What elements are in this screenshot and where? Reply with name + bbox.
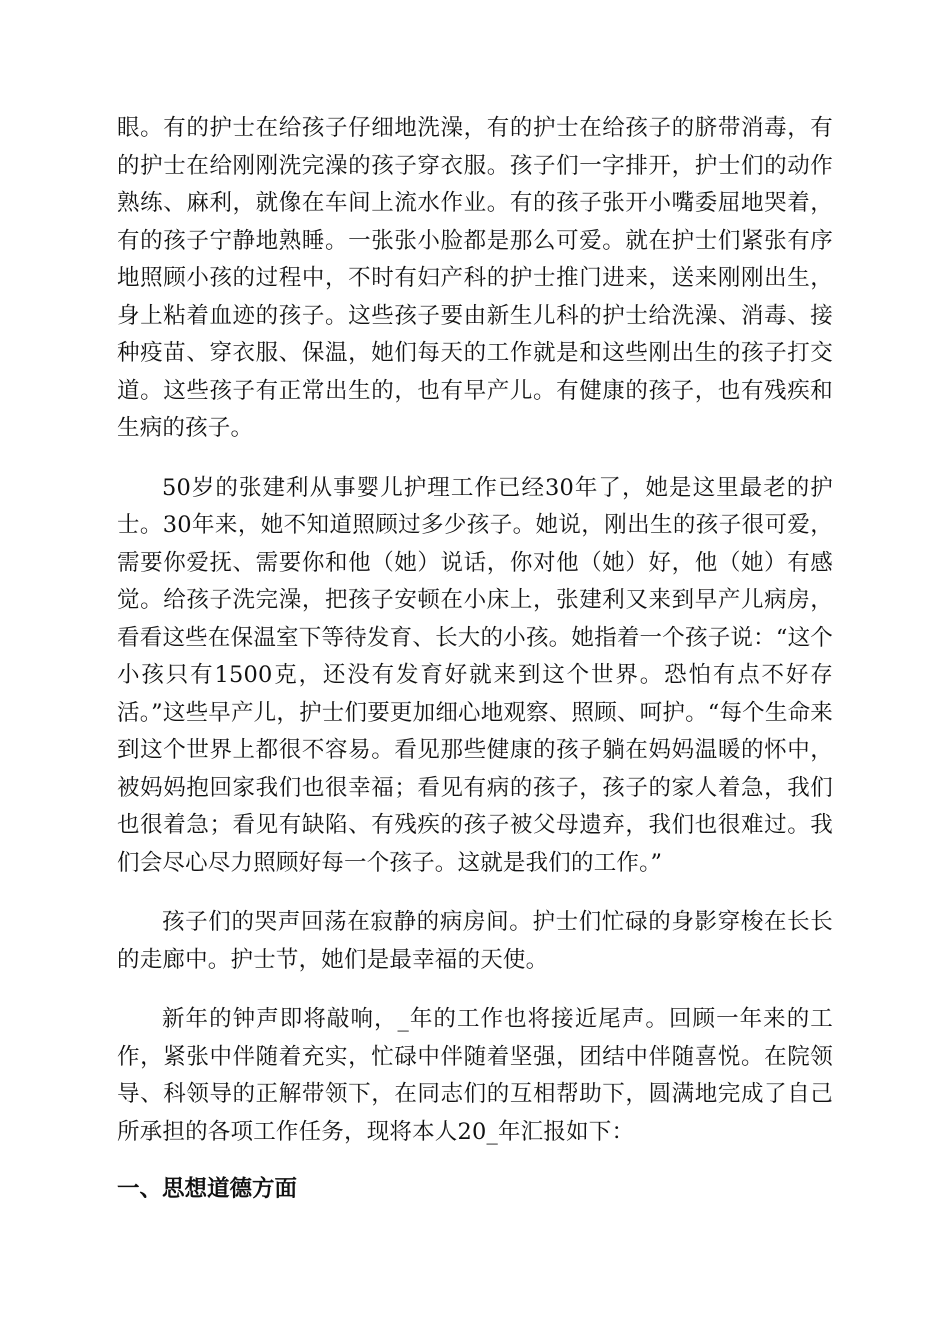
paragraph-angels: 孩子们的哭声回荡在寂静的病房间。护士们忙碌的身影穿梭在长长的走廊中。护士节，她们是最幸福的天使。 (117, 909, 833, 973)
paragraph-nursery-scene: 眼。有的护士在给孩子仔细地洗澡，有的护士在给孩子的脐带消毒，有的护士在给刚刚洗完澡的孩子穿衣服。孩子们一字排开，护士们的动作熟练、麻利，就像在车间上流水作业。有的孩子张开小嘴委屈地哭着，有的孩子宁静地熟睡。一张张小脸都是那么可爱。就在护士们紧张有序地照顾小孩的过程中，不时有妇产科的护士推门进来，送来刚刚出生，身上粘着血迹的孩子。这些孩子要由新生儿科的护士给洗澡、消毒、接种疫苗、穿衣服、保温，她们每天的工作就是和这些刚出生的孩子打交道。这些孩子有正常出生的，也有早产儿。有健康的孩子，也有残疾和生病的孩子。 (117, 115, 833, 441)
document-page (117, 110, 833, 1209)
paragraph-year-summary: 新年的钟声即将敲响，_年的工作也将接近尾声。回顾一年来的工作，紧张中伴随着充实，忙碌中伴随着坚强，团结中伴随喜悦。在院领导、科领导的正解带领下，在同志们的互相帮助下，圆满地完成了自己所承担的各项工作任务，现将本人20_年汇报如下： (117, 1006, 833, 1145)
section-heading: 一、思想道德方面 (117, 1176, 298, 1202)
paragraph-zhang-jianli: 50岁的张建利从事婴儿护理工作已经30年了，她是这里最老的护士。30年来，她不知道照顾过多少孩子。她说，刚出生的孩子很可爱，需要你爱抚、需要你和他（她）说话，你对他（她）好，他（她）有感觉。给孩子洗完澡，把孩子安顿在小床上，张建利又来到早产儿病房，看看这些在保温室下等待发育、长大的小孩。她指着一个孩子说：“这个小孩只有1500克，还没有发育好就来到这个世界。恐怕有点不好存活。”这些早产儿，护士们要更加细心地观察、照顾、呵护。“每个生命来到这个世界上都很不容易。看见那些健康的孩子躺在妈妈温暖的怀中，被妈妈抱回家我们也很幸福；看见有病的孩子，孩子的家人着急，我们也很着急；看见有缺陷、有残疾的孩子被父母遗弃，我们也很难过。我们会尽心尽力照顾好每一个孩子。这就是我们的工作。” (117, 474, 833, 876)
